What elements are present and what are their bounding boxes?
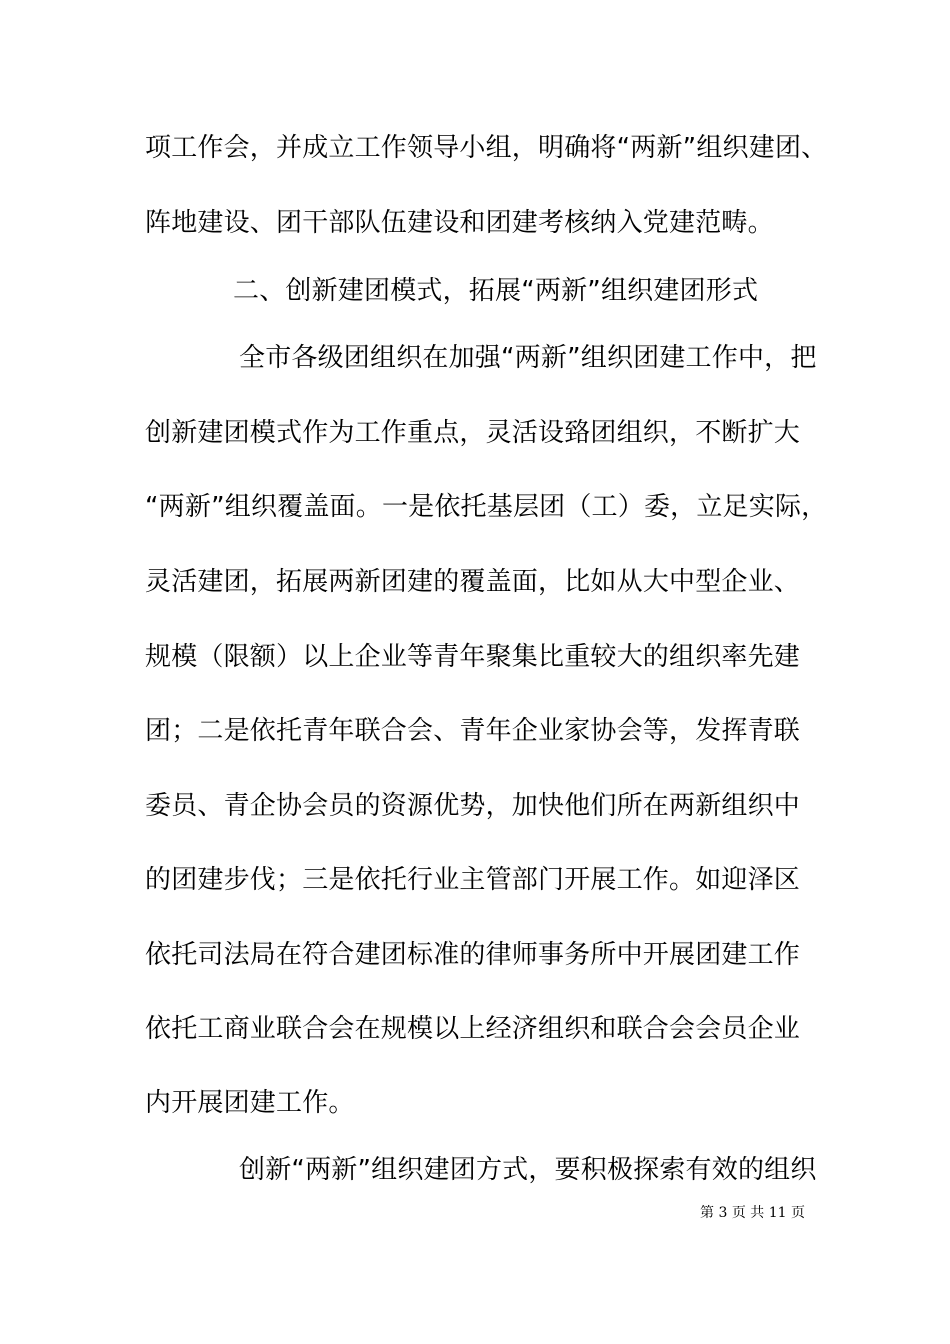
paragraph-first-line: 创新“两新”组织建团方式，要积极探索有效的组织 [239,1155,817,1185]
section-heading: 二、创新建团模式，拓展“两新”组织建团形式 [233,276,759,306]
paragraph-first-line: 全市各级团组织在加强“两新”组织团建工作中，把 [239,343,817,373]
body-text-line: 灵活建团，拓展两新团建的覆盖面，比如从大中型企业、 [145,567,801,597]
body-text-line: 依托工商业联合会在规模以上经济组织和联合会会员企业 [145,1014,801,1044]
body-text-line: 的团建步伐；三是依托行业主管部门开展工作。如迎泽区 [145,865,801,895]
body-text-line: 内开展团建工作。 [145,1088,355,1118]
body-text-line: 项工作会，并成立工作领导小组，明确将“两新”组织建团、 [145,133,828,163]
body-text-line: “两新”组织覆盖面。一是依托基层团（工）委，立足实际， [145,492,828,522]
body-text-line: 依托司法局在符合建团标准的律师事务所中开展团建工作 [145,940,801,970]
body-text-line: 团；二是依托青年联合会、青年企业家协会等，发挥青联 [145,716,801,746]
body-text-line: 阵地建设、团干部队伍建设和团建考核纳入党建范畴。 [145,208,774,238]
body-text-line: 创新建团模式作为工作重点，灵活设臵团组织，不断扩大 [145,418,801,448]
body-text-line: 委员、青企协会员的资源优势，加快他们所在两新组织中 [145,791,801,821]
body-text-line: 规模（限额）以上企业等青年聚集比重较大的组织率先建 [145,642,801,672]
page-number-footer: 第 3 页 共 11 页 [700,1205,805,1221]
